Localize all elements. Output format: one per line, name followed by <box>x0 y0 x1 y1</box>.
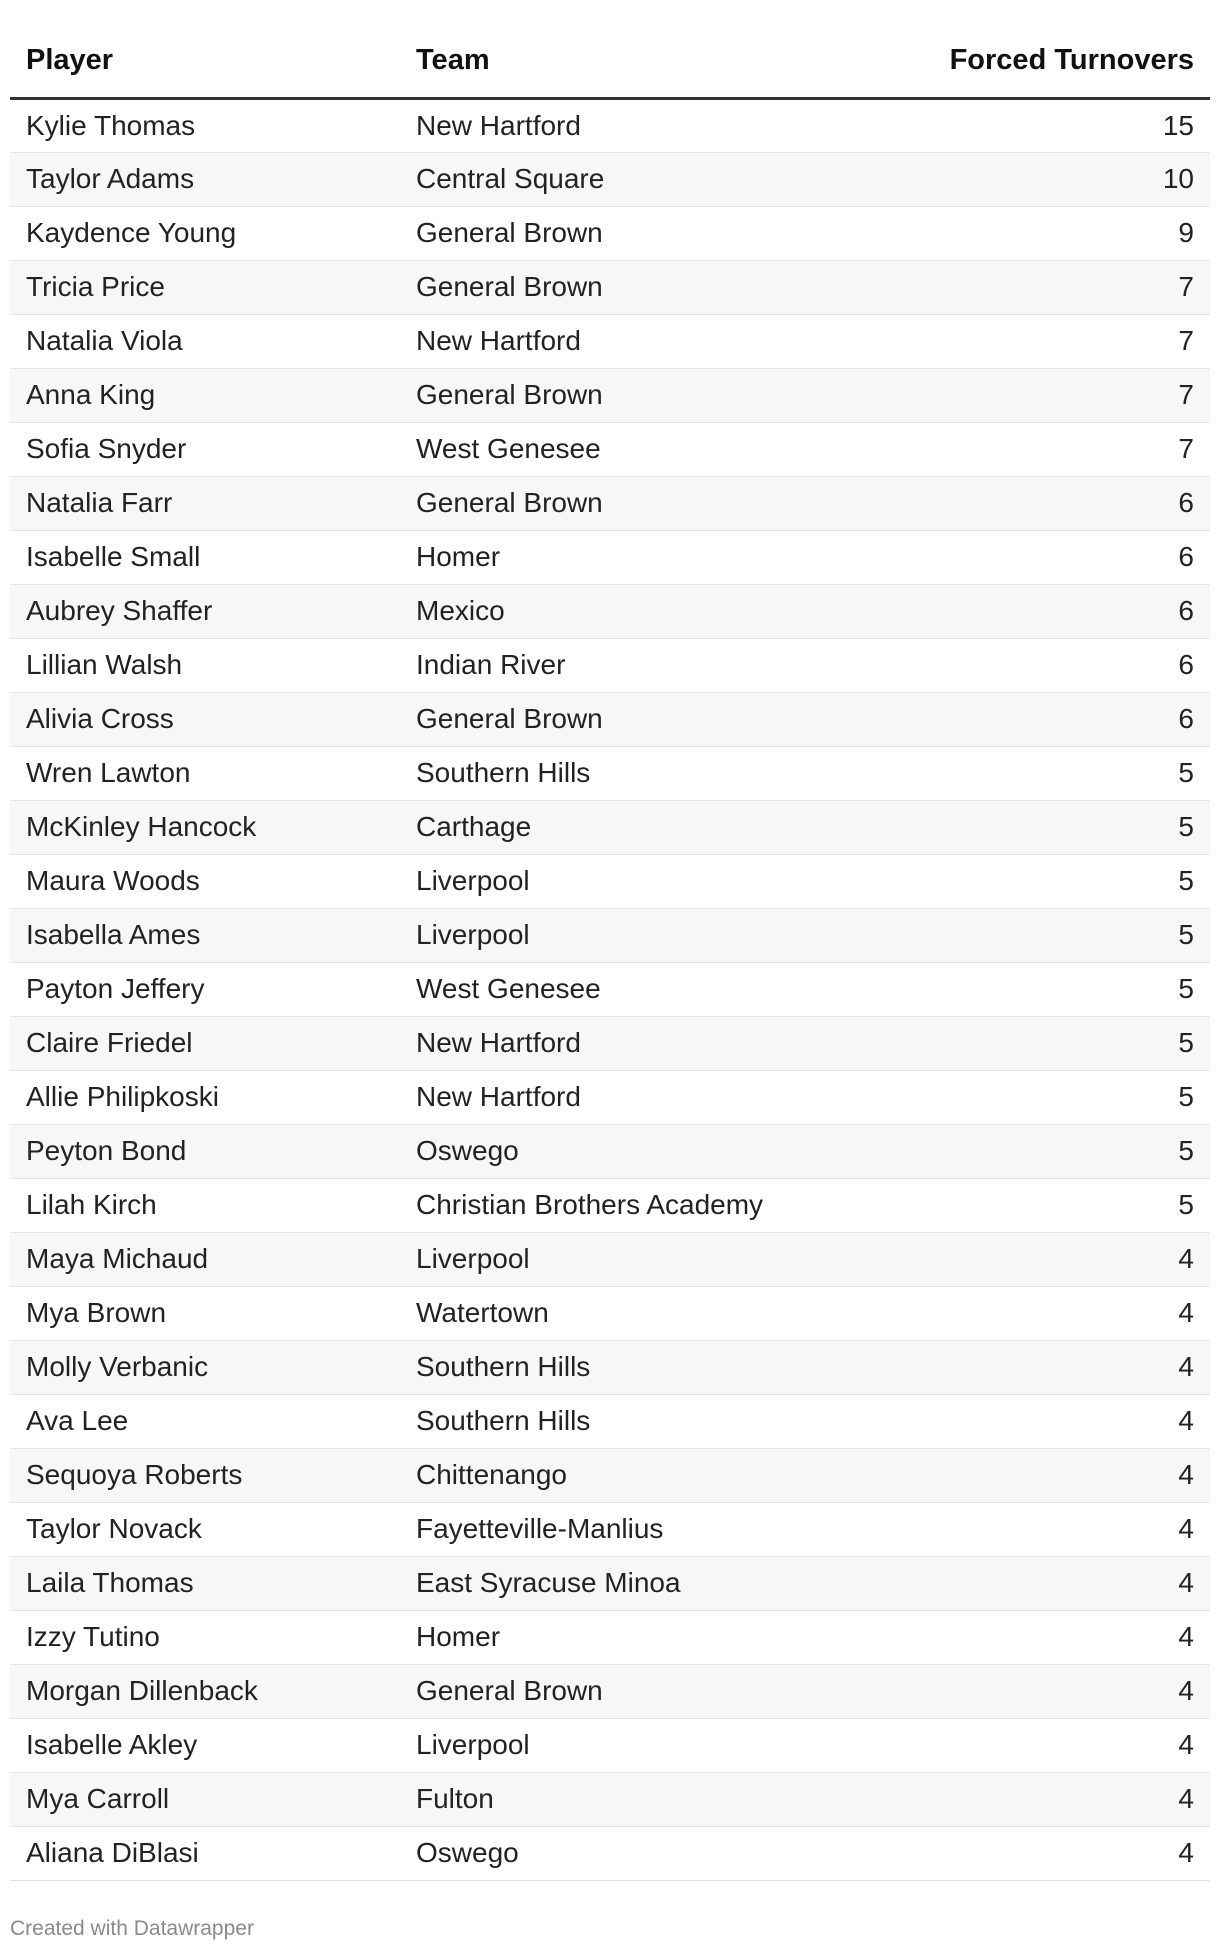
table-row <box>10 152 1210 206</box>
forced-turnovers-cell: 6 <box>920 584 1210 638</box>
team-cell: West Genesee <box>400 422 920 476</box>
player-cell: Payton Jeffery <box>10 962 400 1016</box>
forced-turnovers-cell: 4 <box>920 1664 1210 1718</box>
team-cell: Chittenango <box>400 1448 920 1502</box>
table-row <box>10 692 1210 746</box>
player-cell: Natalia Farr <box>10 476 400 530</box>
team-cell: Southern Hills <box>400 746 920 800</box>
team-cell: West Genesee <box>400 962 920 1016</box>
team-cell: East Syracuse Minoa <box>400 1556 920 1610</box>
player-cell: Alivia Cross <box>10 692 400 746</box>
forced-turnovers-cell: 5 <box>920 908 1210 962</box>
player-cell: McKinley Hancock <box>10 800 400 854</box>
player-cell: Laila Thomas <box>10 1556 400 1610</box>
table-row <box>10 314 1210 368</box>
player-cell: Natalia Viola <box>10 314 400 368</box>
player-cell: Mya Carroll <box>10 1772 400 1826</box>
forced-turnovers-cell: 4 <box>920 1556 1210 1610</box>
player-cell: Tricia Price <box>10 260 400 314</box>
forced-turnovers-cell: 4 <box>920 1772 1210 1826</box>
forced-turnovers-cell: 4 <box>920 1340 1210 1394</box>
forced-turnovers-cell: 4 <box>920 1448 1210 1502</box>
forced-turnovers-cell: 5 <box>920 1178 1210 1232</box>
table-row <box>10 1016 1210 1070</box>
team-cell: New Hartford <box>400 98 920 152</box>
player-cell: Morgan Dillenback <box>10 1664 400 1718</box>
table-row <box>10 1502 1210 1556</box>
table-row <box>10 1340 1210 1394</box>
forced-turnovers-cell: 6 <box>920 476 1210 530</box>
table-row <box>10 1070 1210 1124</box>
table-row <box>10 476 1210 530</box>
forced-turnovers-cell: 4 <box>920 1286 1210 1340</box>
forced-turnovers-cell: 4 <box>920 1610 1210 1664</box>
table-row <box>10 854 1210 908</box>
team-cell: Watertown <box>400 1286 920 1340</box>
forced-turnovers-cell: 5 <box>920 746 1210 800</box>
table-header <box>10 24 1210 98</box>
player-cell: Taylor Novack <box>10 1502 400 1556</box>
player-cell: Isabelle Small <box>10 530 400 584</box>
table-row <box>10 98 1210 152</box>
team-cell: New Hartford <box>400 314 920 368</box>
table-body <box>10 98 1210 1880</box>
player-cell: Taylor Adams <box>10 152 400 206</box>
player-cell: Molly Verbanic <box>10 1340 400 1394</box>
team-cell: Oswego <box>400 1826 920 1880</box>
forced-turnovers-cell: 5 <box>920 1070 1210 1124</box>
header-row <box>10 24 1210 98</box>
table-row <box>10 422 1210 476</box>
player-cell: Kylie Thomas <box>10 98 400 152</box>
team-cell: Liverpool <box>400 854 920 908</box>
table-row <box>10 368 1210 422</box>
player-cell: Aliana DiBlasi <box>10 1826 400 1880</box>
forced-turnovers-cell: 4 <box>920 1232 1210 1286</box>
team-cell: Mexico <box>400 584 920 638</box>
datawrapper-credit: Created with Datawrapper <box>10 1917 254 1940</box>
team-cell: Southern Hills <box>400 1394 920 1448</box>
table-row <box>10 1826 1210 1880</box>
team-cell: General Brown <box>400 692 920 746</box>
table-row <box>10 1772 1210 1826</box>
forced-turnovers-cell: 5 <box>920 1124 1210 1178</box>
data-table-container <box>10 24 1210 1881</box>
team-cell: Central Square <box>400 152 920 206</box>
team-cell: Fulton <box>400 1772 920 1826</box>
forced-turnovers-cell: 4 <box>920 1502 1210 1556</box>
player-cell: Wren Lawton <box>10 746 400 800</box>
forced-turnovers-cell: 15 <box>920 98 1210 152</box>
forced-turnovers-cell: 7 <box>920 314 1210 368</box>
forced-turnovers-table <box>10 24 1210 1881</box>
player-cell: Claire Friedel <box>10 1016 400 1070</box>
team-cell: Liverpool <box>400 1718 920 1772</box>
table-row <box>10 584 1210 638</box>
table-row <box>10 1448 1210 1502</box>
team-cell: Fayetteville-Manlius <box>400 1502 920 1556</box>
table-row <box>10 962 1210 1016</box>
table-row <box>10 1232 1210 1286</box>
player-cell: Maura Woods <box>10 854 400 908</box>
player-cell: Izzy Tutino <box>10 1610 400 1664</box>
player-cell: Lillian Walsh <box>10 638 400 692</box>
table-row <box>10 1718 1210 1772</box>
table-row <box>10 206 1210 260</box>
player-cell: Lilah Kirch <box>10 1178 400 1232</box>
forced-turnovers-cell: 5 <box>920 854 1210 908</box>
team-cell: Indian River <box>400 638 920 692</box>
forced-turnovers-cell: 4 <box>920 1394 1210 1448</box>
team-cell: Liverpool <box>400 908 920 962</box>
table-row <box>10 1610 1210 1664</box>
forced-turnovers-cell: 10 <box>920 152 1210 206</box>
team-cell: Liverpool <box>400 1232 920 1286</box>
table-row <box>10 530 1210 584</box>
table-row <box>10 1178 1210 1232</box>
team-cell: General Brown <box>400 368 920 422</box>
player-cell: Sequoya Roberts <box>10 1448 400 1502</box>
team-cell: New Hartford <box>400 1016 920 1070</box>
table-row <box>10 800 1210 854</box>
forced-turnovers-cell: 6 <box>920 530 1210 584</box>
team-cell: Southern Hills <box>400 1340 920 1394</box>
forced-turnovers-cell: 5 <box>920 800 1210 854</box>
team-cell: General Brown <box>400 260 920 314</box>
team-cell: Homer <box>400 530 920 584</box>
table-row <box>10 260 1210 314</box>
player-cell: Allie Philipkoski <box>10 1070 400 1124</box>
player-cell: Mya Brown <box>10 1286 400 1340</box>
team-cell: Carthage <box>400 800 920 854</box>
table-row <box>10 1394 1210 1448</box>
team-cell: General Brown <box>400 476 920 530</box>
player-cell: Peyton Bond <box>10 1124 400 1178</box>
column-header-team[interactable]: Team <box>400 24 920 98</box>
team-cell: New Hartford <box>400 1070 920 1124</box>
player-cell: Kaydence Young <box>10 206 400 260</box>
table-row <box>10 1124 1210 1178</box>
forced-turnovers-cell: 7 <box>920 260 1210 314</box>
player-cell: Ava Lee <box>10 1394 400 1448</box>
column-header-player[interactable]: Player <box>10 24 400 98</box>
forced-turnovers-cell: 5 <box>920 1016 1210 1070</box>
table-row <box>10 908 1210 962</box>
forced-turnovers-cell: 7 <box>920 368 1210 422</box>
table-row <box>10 1664 1210 1718</box>
column-header-forced-turnovers[interactable]: Forced Turnovers <box>920 24 1210 98</box>
team-cell: Oswego <box>400 1124 920 1178</box>
player-cell: Isabella Ames <box>10 908 400 962</box>
table-row <box>10 1286 1210 1340</box>
forced-turnovers-cell: 7 <box>920 422 1210 476</box>
table-row <box>10 746 1210 800</box>
forced-turnovers-cell: 4 <box>920 1718 1210 1772</box>
player-cell: Aubrey Shaffer <box>10 584 400 638</box>
player-cell: Sofia Snyder <box>10 422 400 476</box>
forced-turnovers-cell: 6 <box>920 638 1210 692</box>
forced-turnovers-cell: 5 <box>920 962 1210 1016</box>
player-cell: Isabelle Akley <box>10 1718 400 1772</box>
forced-turnovers-cell: 4 <box>920 1826 1210 1880</box>
team-cell: Christian Brothers Academy <box>400 1178 920 1232</box>
team-cell: General Brown <box>400 206 920 260</box>
table-row <box>10 1556 1210 1610</box>
team-cell: General Brown <box>400 1664 920 1718</box>
table-row <box>10 638 1210 692</box>
team-cell: Homer <box>400 1610 920 1664</box>
player-cell: Anna King <box>10 368 400 422</box>
forced-turnovers-cell: 6 <box>920 692 1210 746</box>
player-cell: Maya Michaud <box>10 1232 400 1286</box>
forced-turnovers-cell: 9 <box>920 206 1210 260</box>
